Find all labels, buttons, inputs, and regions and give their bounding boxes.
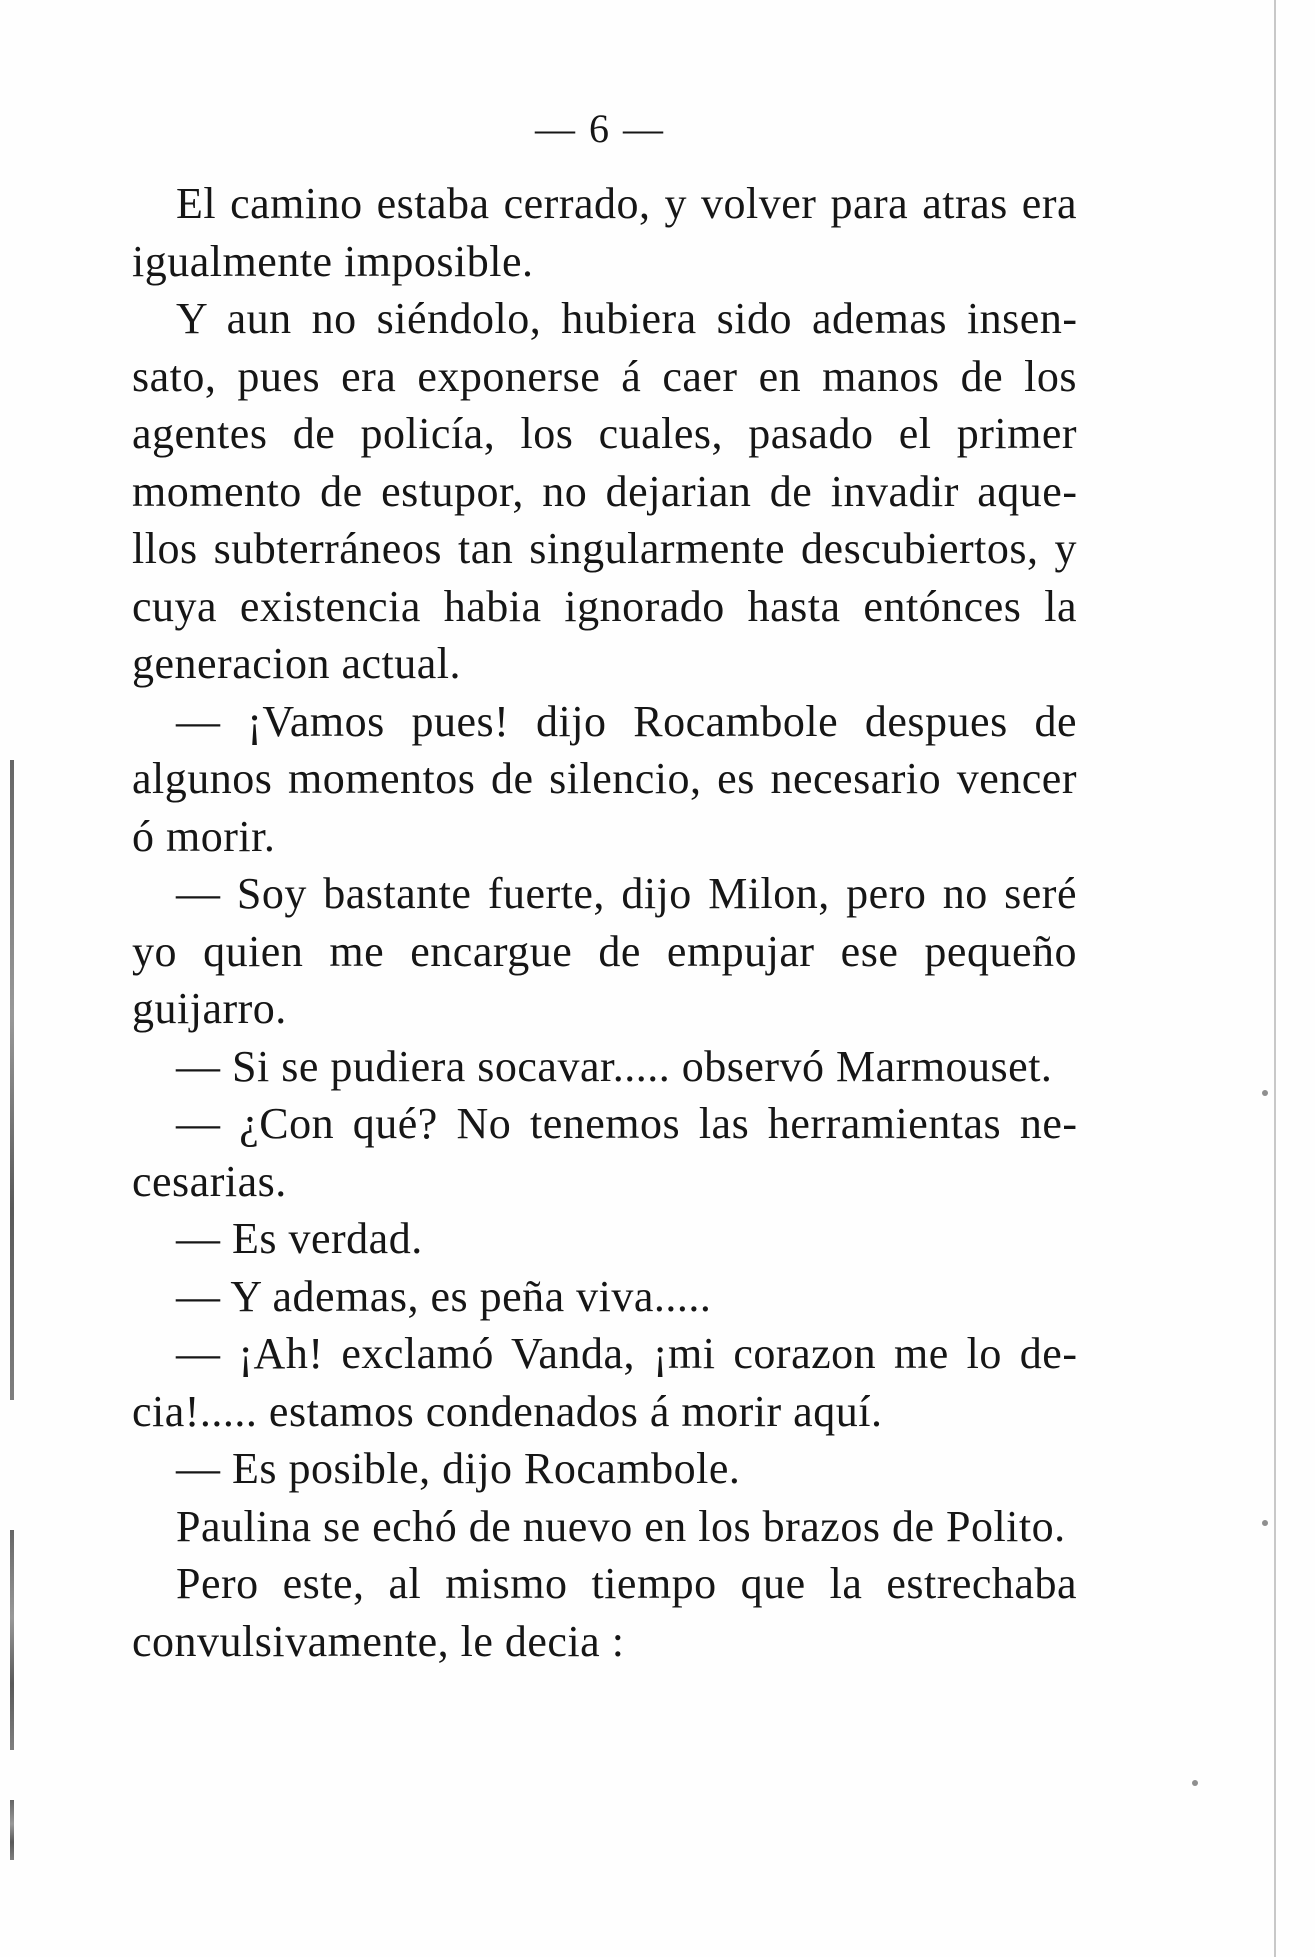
scan-edge-line-right: [1274, 0, 1276, 1957]
paragraph: — ¡Ah! exclamó Vanda, ¡mi corazon me lo decia!..... estamos condenados á morir aquí.: [132, 1329, 1077, 1436]
paragraph: — ¿Con qué? No tenemos las herramientas necesarias.: [132, 1099, 1077, 1206]
paragraph: — Es verdad.: [176, 1214, 423, 1263]
scan-edge-shadow-left: [10, 760, 14, 1400]
page-number: — 6 —: [535, 106, 665, 151]
paragraph: Y aun no siéndolo, hubiera sido ademas insensato, pues era exponerse á caer en manos de los agentes de policía, los cuales, pasado el primer momento de estupor, no dejarian de invadir aquellos subterráneos tan singularmente descubiertos, y cuya existencia habia ignorado hasta entónces la generacion actual.: [132, 294, 1077, 688]
paragraph: — Si se pudiera socavar..... observó Marmouset.: [176, 1041, 1053, 1091]
ink-speck: [1262, 1520, 1268, 1526]
paragraph: — Es posible, dijo Rocambole.: [176, 1444, 741, 1493]
paragraph: — Y ademas, es peña viva.....: [176, 1271, 712, 1321]
body-text: [132, 175, 1077, 1670]
scan-edge-shadow-left-bottom: [10, 1800, 14, 1860]
paragraph: Pero este, al mismo tiempo que la estrechaba convulsivamente, le decia :: [132, 1559, 1077, 1666]
paragraph: Paulina se echó de nuevo en los brazos de Polito.: [176, 1501, 1066, 1551]
scan-edge-shadow-left-lower: [10, 1530, 14, 1750]
ink-speck: [1192, 1780, 1198, 1786]
ink-speck: [1262, 1090, 1268, 1096]
paragraph: El camino estaba cerrado, y volver para atras era igualmente imposible.: [132, 179, 1077, 286]
paragraph: — ¡Vamos pues! dijo Rocambole despues de algunos momentos de silencio, es necesario vencer ó morir.: [132, 696, 1077, 861]
paragraph: — Soy bastante fuerte, dijo Milon, pero no seré yo quien me encargue de empujar ese pequeño guijarro.: [132, 869, 1077, 1033]
